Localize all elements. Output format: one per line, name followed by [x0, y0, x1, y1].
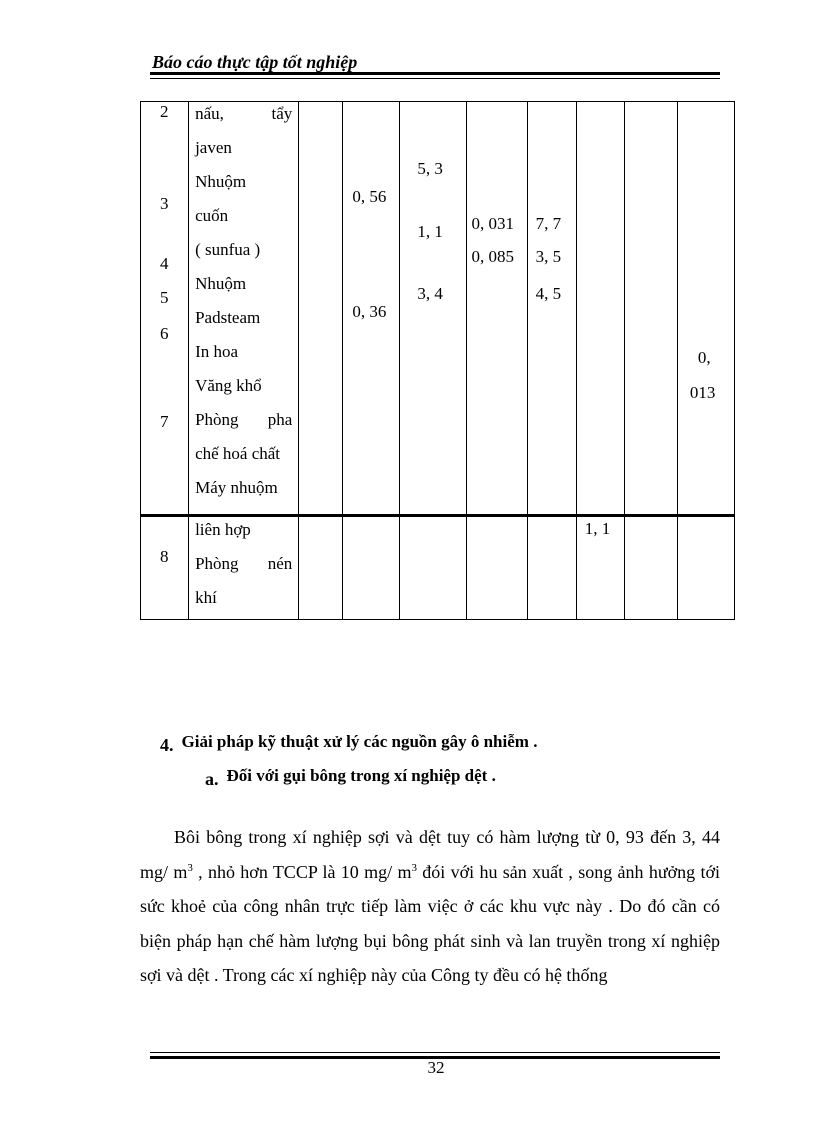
header-rule	[150, 72, 720, 75]
table-row	[141, 516, 735, 620]
description-cell	[189, 102, 299, 516]
description-line: Phòng	[195, 410, 239, 429]
description-line: tẩy	[271, 104, 293, 123]
value-cell	[677, 516, 734, 620]
row-number-cell	[141, 102, 189, 516]
value-cell	[527, 516, 576, 620]
value-cell	[400, 102, 466, 516]
description-line: Văng khổ	[195, 376, 262, 395]
section-heading-text: Giải pháp kỹ thuật xử lý các nguồn gây ô nhiễm .	[181, 732, 538, 751]
row-number: 5	[160, 288, 169, 307]
value-text: 013	[689, 383, 716, 402]
table-row	[141, 102, 735, 516]
value-cell	[299, 102, 343, 516]
description-line: chế hoá chất	[195, 444, 281, 463]
description-line: javen	[195, 138, 232, 157]
value-text: 3, 5	[535, 247, 562, 266]
row-number-cell	[141, 516, 189, 620]
value-cell	[466, 102, 527, 516]
superscript: 3	[411, 861, 417, 874]
value-cell	[299, 516, 343, 620]
subsection-number: a.	[205, 769, 219, 789]
value-cell	[343, 516, 400, 620]
description-line: cuốn	[195, 206, 229, 225]
description-line: pha	[267, 410, 293, 429]
superscript: 3	[187, 861, 193, 874]
row-number: 2	[160, 102, 169, 121]
body-paragraph	[140, 820, 720, 993]
row-number: 3	[160, 194, 169, 213]
value-text: 5, 3	[417, 159, 443, 178]
row-number: 7	[160, 412, 169, 431]
value-cell	[343, 102, 400, 516]
value-cell	[624, 516, 677, 620]
value-cell	[677, 102, 734, 516]
value-cell	[624, 102, 677, 516]
value-cell	[466, 516, 527, 620]
row-number: 6	[160, 324, 169, 343]
section-heading	[160, 731, 538, 755]
description-line: liên hợp	[195, 520, 251, 539]
description-cell	[189, 516, 299, 620]
value-text: 3, 4	[417, 284, 443, 303]
value-text: 1, 1	[584, 519, 611, 538]
value-cell	[576, 516, 624, 620]
description-line: ( sunfua )	[195, 240, 261, 259]
description-line: In hoa	[195, 342, 239, 361]
value-cell	[400, 516, 466, 620]
section-number: 4.	[160, 735, 174, 755]
description-line: khí	[195, 588, 217, 607]
subsection-heading	[205, 765, 496, 789]
description-line: Nhuộm	[195, 172, 247, 191]
page-header-title: Báo cáo thực tập tốt nghiệp	[152, 52, 358, 72]
body-text-part: Bôi bông trong xí nghiệp sợi và dệt tuy có hàm lượng từ 0, 93 đến 3, 44 mg/ m	[140, 827, 720, 882]
body-text-part: , nhỏ hơn TCCP là 10 mg/ m	[192, 861, 412, 882]
value-text: 4, 5	[535, 284, 562, 303]
page-number: 32	[427, 1058, 445, 1077]
description-line: Máy nhuộm	[195, 478, 278, 497]
description-line: Padsteam	[195, 308, 261, 327]
value-text: 0, 031	[471, 214, 515, 233]
description-line: nấu,	[195, 104, 224, 123]
value-cell	[576, 102, 624, 516]
subsection-heading-text: Đối với gụi bông trong xí nghiệp dệt .	[226, 766, 496, 785]
footer-rule-thin	[150, 1052, 720, 1053]
header-rule-thin	[150, 78, 720, 79]
value-text: 0,	[697, 348, 711, 367]
emission-table	[140, 101, 735, 620]
row-number: 4	[160, 254, 169, 273]
value-text: 0, 36	[352, 302, 387, 321]
value-text: 0, 085	[471, 247, 515, 266]
row-number: 8	[160, 547, 169, 566]
description-line: nén	[267, 554, 293, 573]
value-text: 0, 56	[352, 187, 387, 206]
description-line: Phòng	[195, 554, 239, 573]
description-line: Nhuộm	[195, 274, 247, 293]
value-cell	[527, 102, 576, 516]
value-text: 1, 1	[417, 222, 443, 241]
body-text-part: đói với hu sản xuất , song ảnh hưởng tới sức khoẻ của công nhân trực tiếp làm việc ở các khu vực này . Do đó cần có biện pháp hạn chế hàm lượng bụi bông phát sinh và lan truyền trong xí nghiệp sợi và dệt . Trong các xí nghiệp này của Công ty đều có hệ thống	[140, 861, 720, 985]
value-text: 7, 7	[535, 214, 562, 233]
